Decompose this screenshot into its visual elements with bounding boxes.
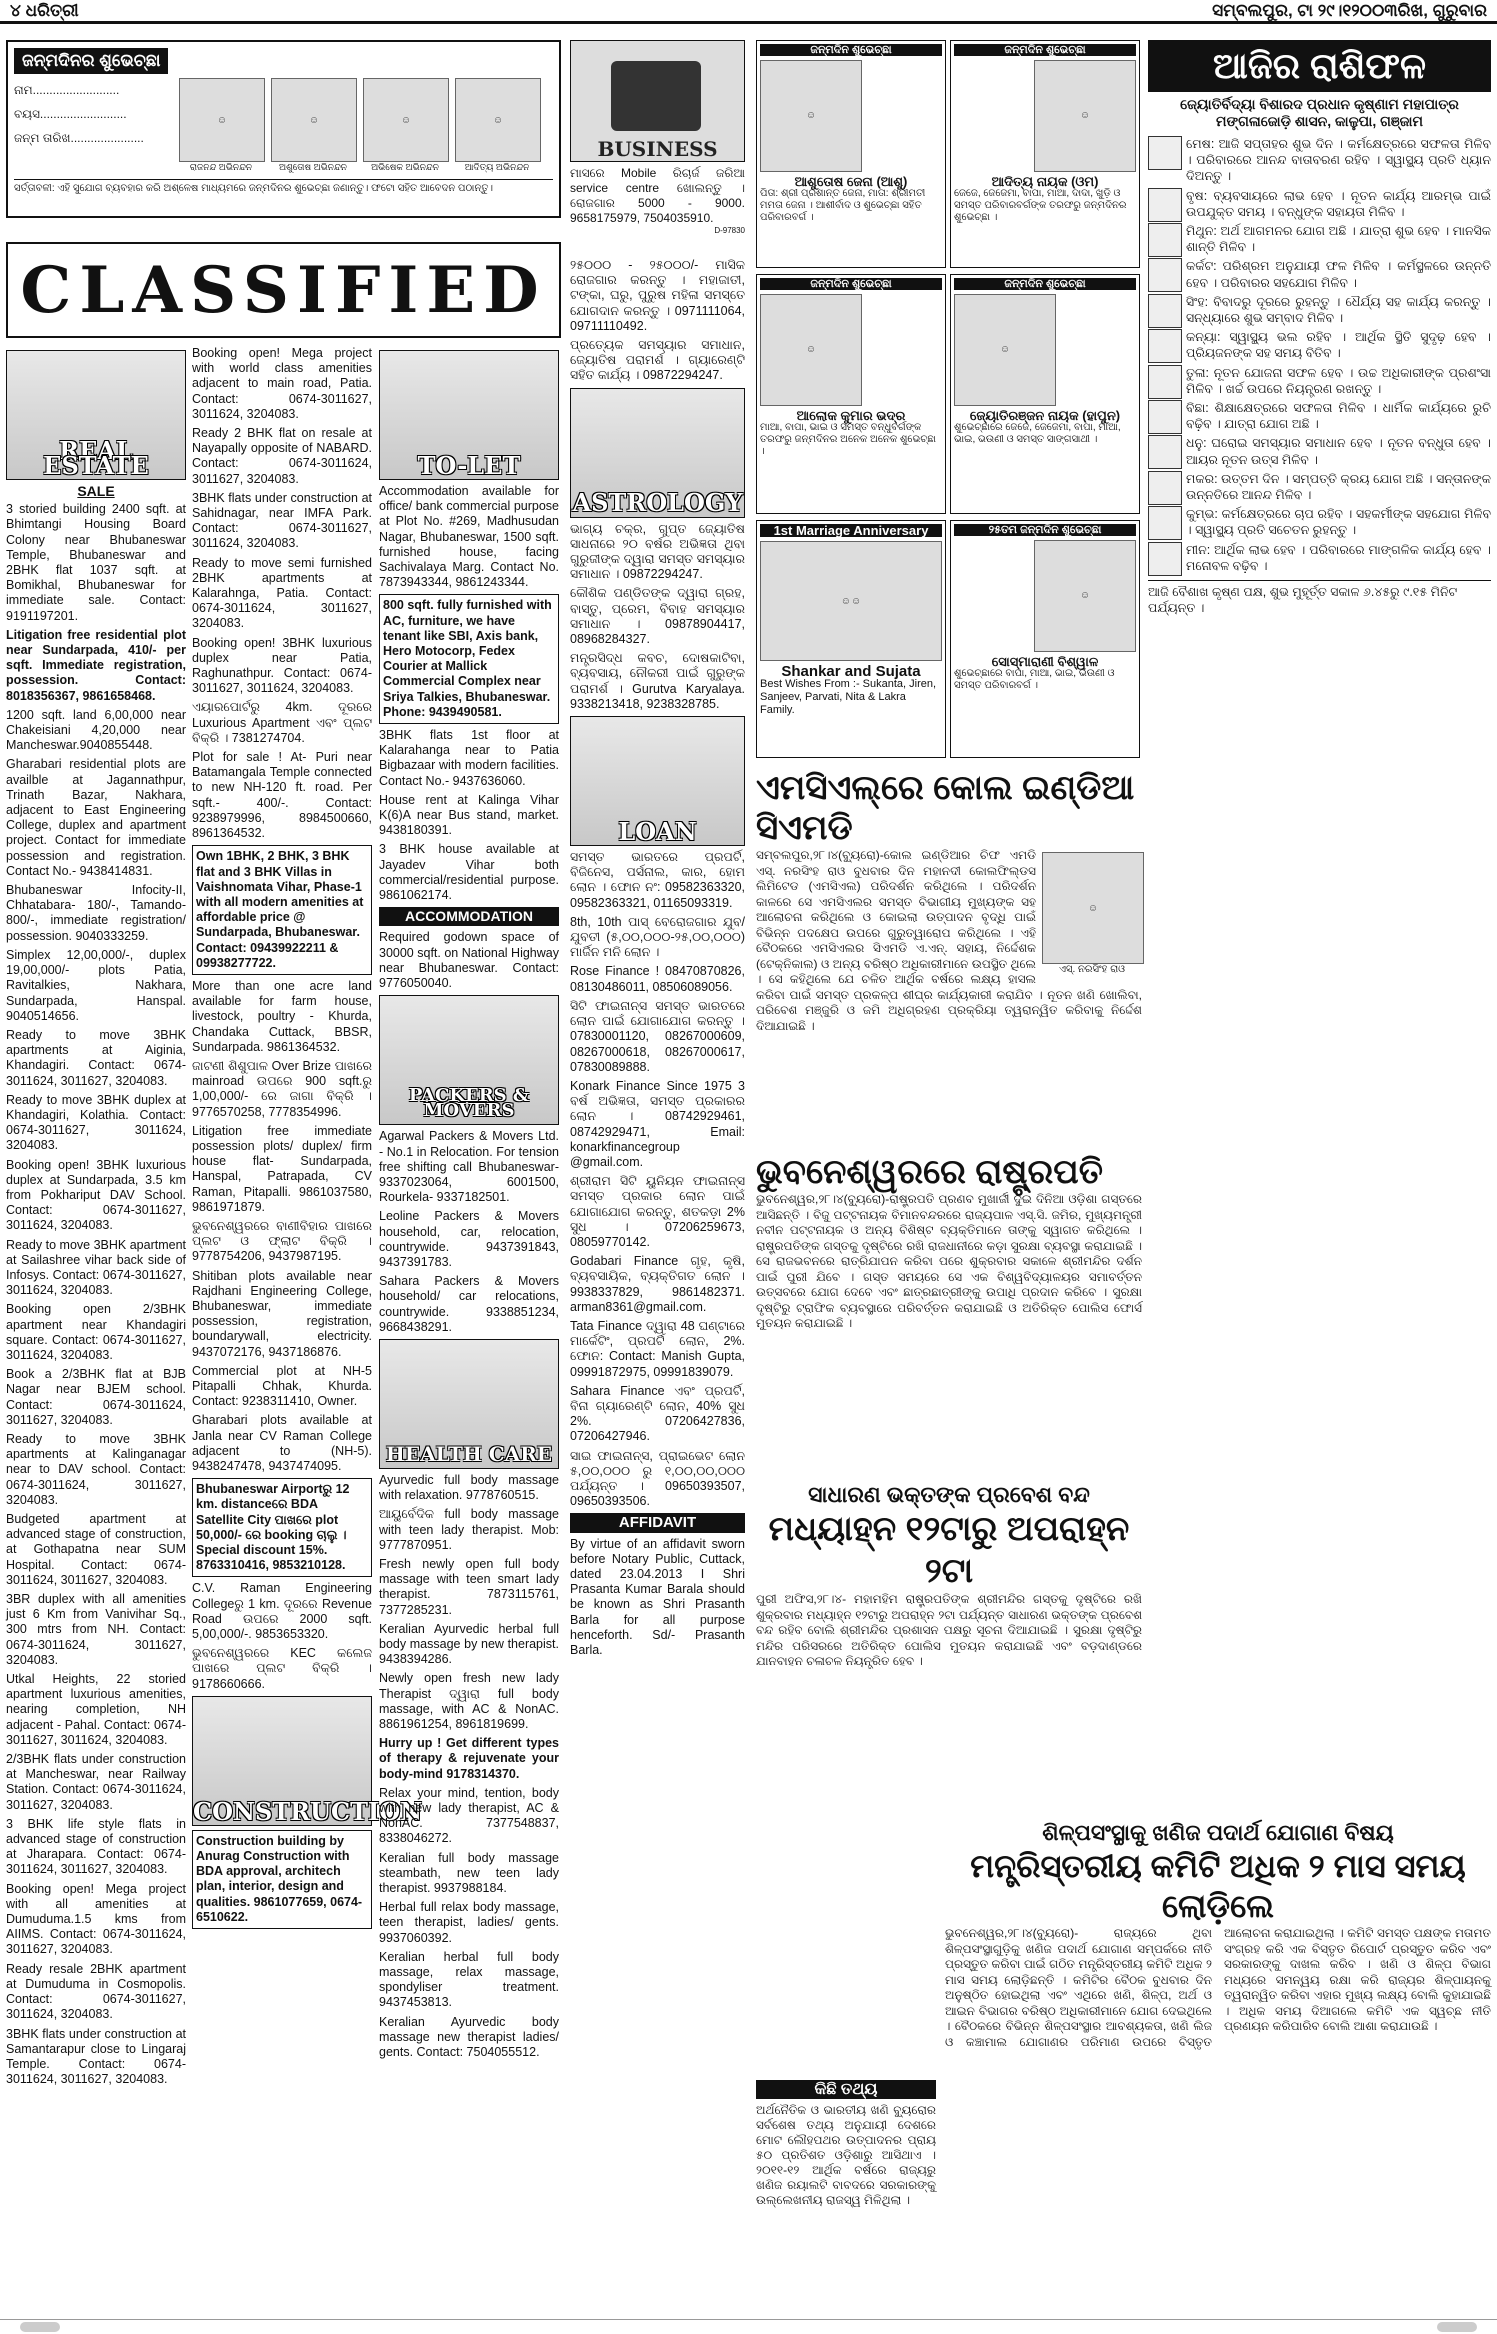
classified-ad: Commercial plot at NH-5 Pitapalli Chhak, Khurda. Contact: 9238311410, Owner. bbox=[192, 1363, 372, 1409]
anniversary-title: 1st Marriage Anniversary bbox=[760, 524, 942, 537]
capricorn-icon bbox=[1148, 471, 1182, 505]
classified-ad: Simplex 12,00,000/-, duplex 19,00,000/- plots Patia, Ravitalkies, Nakhara, Sundarpada, Hanspal. 9040514656. bbox=[6, 947, 186, 1023]
classified-ad: Sahara Finance ଏବଂ ପ୍ରପର୍ଟି, ବିନା ଗ୍ୟାରେଣ୍ଟି ଲୋନ, 40% ସୁଧ 2%. 07206427836, 07206427946. bbox=[570, 1383, 745, 1444]
form-field-name: ନାମ.......................... bbox=[14, 83, 120, 97]
classified-ad: 3 BHK house available at Jayadev Vihar both commercial/residential purpose. 9861062174. bbox=[379, 842, 559, 903]
classified-ad: 3BHK flats under construction at Sahidnagar, near IMFA Park. Contact: 0674-3011627, 3011624, 3204083. bbox=[192, 490, 372, 551]
rashi-text: ବୃଷ: ବ୍ୟବସାୟରେ ଲାଭ ହେବ । ନୂତନ କାର୍ଯ୍ୟ ଆରମ୍ଭ ପାଇଁ ଉପଯୁକ୍ତ ସମୟ । ବନ୍ଧୁଙ୍କ ସହାୟତା ମିଳିବ । bbox=[1186, 188, 1491, 219]
column-astrology-loan bbox=[570, 258, 745, 2321]
pisces-icon bbox=[1148, 542, 1182, 576]
photo-caption: ଏସ୍. ନରସିଂହ ରାଓ bbox=[1058, 964, 1126, 975]
portrait-photo: ☺ bbox=[954, 294, 1056, 406]
rashi-text: ମେଷ: ଆଜି ସପ୍ତାହର ଶୁଭ ଦିନ । କର୍ମକ୍ଷେତ୍ରରେ ସଫଳତା ମିଳିବ । ପରିବାରରେ ଆନନ୍ଦ ବାତାବରଣ ରହିବ । ସ୍ୱାସ୍ଥ୍ୟ ପ୍ରତି ଧ୍ୟାନ ଦିଅନ୍ତୁ । bbox=[1186, 137, 1491, 184]
story-headline: ଏମସିଏଲ୍ରେ କୋଲ ଇଣ୍ଡିଆ ସିଏମଡି bbox=[756, 769, 1135, 847]
facts-heading: କିଛି ତଥ୍ୟ bbox=[756, 2080, 936, 2099]
classified-ad: ଜାଟଣୀ ଶିଶୁପାଳ Over Brize ପାଖରେ mainroad ଉପରେ 900 sqft.ରୁ 1,00,000/- ରେ ଜାଗା ବିକ୍ରି । 9776570258, 7778354996. bbox=[192, 1058, 372, 1119]
greeting-name: ଆଦିତ୍ୟ ନାୟକ (ଓମ) bbox=[991, 174, 1099, 189]
briefcase-icon bbox=[570, 40, 745, 162]
rashi-entry bbox=[1148, 435, 1491, 467]
rashi-entry bbox=[1148, 294, 1491, 326]
rashi-text: କନ୍ୟା: ସ୍ୱାସ୍ଥ୍ୟ ଭଲ ରହିବ । ଆର୍ଥିକ ସ୍ଥିତି ସୁଦୃଢ଼ ହେବ । ପ୍ରିୟଜନଙ୍କ ସହ ସମୟ ବିତିବ । bbox=[1186, 330, 1491, 361]
story-body: ପୁରୀ ଅଫିସ,୨୮।୪- ମହାମହିମ ରାଷ୍ଟ୍ରପତିଙ୍କ ଶ୍ରୀମନ୍ଦିର ଗସ୍ତକୁ ଦୃଷ୍ଟିରେ ରଖି ଶୁକ୍ରବାର ମଧ୍ୟାହ୍ନ ୧୨ଟାରୁ ଅପରାହ୍ନ ୨ଟା ପର୍ଯ୍ୟନ୍ତ ସାଧାରଣ ଭକ୍ତଙ୍କ ପ୍ରବେଶ ବନ୍ଦ ରହିବ ବୋଲି ଶ୍ରୀମନ୍ଦିର ପ୍ରଶାସନ ପକ୍ଷରୁ ସୂଚନା ଦିଆଯାଇଛି । ସୁରକ୍ଷା ଦୃଷ୍ଟିରୁ ମନ୍ଦିର ପରିସରରେ ଅତିରିକ୍ତ ପୋଲିସ ମୁତୟନ କରାଯାଇଛି ଏବଂ ବଡ଼ଦାଣ୍ଡରେ ଯାନବାହନ ଚଳାଚଳ ନିୟନ୍ତ୍ରିତ ହେବ । bbox=[756, 1592, 1142, 1668]
scroll-right-handle[interactable] bbox=[1437, 2322, 1477, 2332]
rashi-entry bbox=[1148, 471, 1491, 503]
child-photo: ☺ bbox=[271, 78, 357, 162]
aries-icon bbox=[1148, 136, 1182, 170]
facts-body: ଅର୍ଥନୈତିକ ଓ ଭାରତୀୟ ଖଣି ବ୍ୟୁରୋର ସର୍ବଶେଷ ତଥ୍ୟ ଅନୁଯାୟୀ ଦେଶରେ ମୋଟ ଲୌହପଥର ଉତ୍ପାଦନର ପ୍ରାୟ ୫୦ ପ୍ରତିଶତ ଓଡ଼ିଶାରୁ ଆସିଥାଏ । ୨୦୧୧-୧୨ ଆର୍ଥିକ ବର୍ଷରେ ରାଜ୍ୟରୁ ଖଣିଜ ରୟାଲଟି ବାବଦରେ ସରକାରଙ୍କୁ ଉଲ୍ଲେଖନୀୟ ରାଜସ୍ୱ ମିଳିଥିଲା । bbox=[756, 2103, 936, 2207]
business-ad bbox=[570, 40, 745, 250]
leo-icon bbox=[1148, 294, 1182, 328]
business-text: ମାସରେ Mobile ରିଚାର୍ଜ ଜରିଆ service centre ଖୋଲନ୍ତୁ । ରୋଜଗାର 5000 - 9000. 9658175979, 7504035910. bbox=[570, 166, 745, 225]
form-field-date: ଜନ୍ମ ତାରିଖ...................... bbox=[14, 131, 144, 145]
taurus-icon bbox=[1148, 188, 1182, 222]
rashi-entry bbox=[1148, 400, 1491, 432]
classified-ad: Ready to move semi furnished 2BHK apartments at Kalarahnga, Patia. Contact: 0674-3011624, 3011627, 3204083. bbox=[192, 555, 372, 631]
boxed-ad: Own 1BHK, 2 BHK, 3 BHK flat and 3 BHK Villas in Vaishnomata Vihar, Phase-1 with all modern amenities at affordable price @ Sundarpada, Bhubaneswar. Contact: 09439922211 & 09938277722. bbox=[192, 845, 372, 975]
greeting-card bbox=[756, 274, 946, 514]
classified-ad: Required godown space of 30000 sqft. on National Highway near Bhubaneswar. Contact: 9776050040. bbox=[379, 930, 559, 991]
rashifal-footer: ଆଜି ବୈଶାଖ କୃଷ୍ଣ ପକ୍ଷ, ଶୁଭ ମୁହୂର୍ତ୍ତ ସକାଳ ୬.୪୫ରୁ ୯.୧୫ ମିନିଟ ପର୍ଯ୍ୟନ୍ତ । bbox=[1148, 580, 1491, 616]
classified-ad: 3BHK flats 1st floor at Kalarahanga near to Patia Bigbazaar with modern facilities. Contact No.- 9437636060. bbox=[379, 728, 559, 788]
greeting-card bbox=[950, 40, 1140, 268]
greeting-text: ମାଆ, ବାପା, ଭାଇ ଓ ସମସ୍ତ ବନ୍ଧୁବର୍ଗଙ୍କ ତରଫରୁ ଜନ୍ମଦିନର ଅନେକ ଅନେକ ଶୁଭେଚ୍ଛା । bbox=[760, 422, 937, 457]
sagittarius-icon bbox=[1148, 435, 1182, 469]
category-label: TO-LET bbox=[417, 450, 521, 480]
classified-ad: Utkal Heights, 22 storied apartment luxurious amenities, nearing completion, NH adjacent - Pahal. Contact: 0674-3011627, 3011624, 3204083. bbox=[6, 1672, 186, 1747]
virgo-icon bbox=[1148, 329, 1182, 363]
story-headline: ଭୁବନେଶ୍ୱରରେ ରାଷ୍ଟ୍ରପତି bbox=[756, 1153, 1103, 1191]
classified-ad: ସାଇ ଫାଇନାନ୍ସ, ପ୍ରାଇଭେଟ ଲୋନ ୫,୦୦,୦୦୦ ରୁ ୧,୦୦,୦୦,୦୦୦ ପର୍ଯ୍ୟନ୍ତ । 09650393507, 09650393506. bbox=[570, 1448, 745, 1509]
greeting-card bbox=[950, 520, 1140, 758]
boxed-ad: Construction building by Anurag Construction with BDA approval, architech plan, interior, design and qualities. 9861077659, 0674-6510622. bbox=[192, 1830, 372, 1929]
classified-ad: Keralian full body massage steambath, new teen lady therapist. 9937988184. bbox=[379, 1850, 559, 1896]
story-headline: ମନ୍ତ୍ରିସ୍ତରୀୟ କମିଟି ଅଧିକ ୨ ମାସ ସମୟ ଲୋଡ଼ିଲେ bbox=[970, 1848, 1466, 1924]
child-photo: ☺ bbox=[455, 78, 541, 162]
classified-ad: Booking open! 3BHK luxurious duplex near Patia, Raghunathpur. Contact: 0674-3011627, 3011624, 3204083. bbox=[192, 635, 372, 696]
classified-ad: Ready to move 3BHK apartments at Kalinganagar near to DAV school. Contact: 0674-3011624, 3011627, 3204083. bbox=[6, 1431, 186, 1507]
child-photo: ☺ bbox=[363, 78, 449, 162]
boxed-ad: 800 sqft. fully furnished with AC, furniture, we have tenant like SBI, Axis bank, Hero Motocorp, Fedex Courier at Mallick Commercial Complex near Sriya Talkies, Bhubaneswar. Phone: 9439490581. bbox=[379, 594, 559, 724]
classified-ad: C.V. Raman Engineering Collegeରୁ 1 km. ଦୂରରେ Revenue Road ଉପରେ 2000 sqft. 5,00,000/-. 9853653320. bbox=[192, 1581, 372, 1642]
greeting-title: ଜନ୍ମଦିନ ଶୁଭେଚ୍ଛା bbox=[760, 278, 942, 290]
aquarius-icon bbox=[1148, 506, 1182, 540]
classified-ad: ଭୁବନେଶ୍ୱରରେ ବାଣୀବିହାର ପାଖରେ ପ୍ଲଟ ଓ ଫ୍ଲାଟ ବିକ୍ରି । 9778754206, 9437987195. bbox=[192, 1218, 372, 1264]
classified-ad: Agarwal Packers & Movers Ltd. - No.1 in Relocation. For tension free shifting call Bhubaneswar- 9337023064, 6001500, Rourkela- 9337182501. bbox=[379, 1129, 559, 1205]
greeting-card bbox=[950, 274, 1140, 514]
birthday-box bbox=[6, 40, 561, 218]
story-body: ସମ୍ବଲପୁର,୨୮।୪(ବ୍ୟୁରୋ)-କୋଲ ଇଣ୍ଡିଆର ଚିଫ ଏମଡି ଏସ୍. ନରସିଂହ ରାଓ ବୁଧବାର ଦିନ ମହାନଦୀ କୋଲଫିଲ୍ଡସ ଲିମିଟେଡ (ଏମସିଏଲ) ପରିଦର୍ଶନ କରିଥିଲେ । ପରିଦର୍ଶନ କାଳରେ ସେ ଏମସିଏଲର ସମସ୍ତ ବିଭାଗୀୟ ମୁଖ୍ୟଙ୍କ ସହ ଆଲୋଚନା କରିଥିଲେ ଓ କୋଇଲା ଉତ୍ପାଦନ ବୃଦ୍ଧି ପାଇଁ ବିଭିନ୍ନ ପଦକ୍ଷେପ ଉପରେ ଗୁରୁତ୍ୱାରୋପ କରିଥିଲେ । ଏହି ବୈଠକରେ ଏମସିଏଲର ସିଏମଡି ଏ.ଏନ୍. ସହାୟ, ନିର୍ଦ୍ଦେଶକ (ଟେକ୍ନିକାଲ) ଓ ଅନ୍ୟ ବରିଷ୍ଠ ଅଧିକାରୀମାନେ ଉପସ୍ଥିତ ଥିଲେ । ସେ କହିଥିଲେ ଯେ ଚଳିତ ଆର୍ଥିକ ବର୍ଷରେ ଲକ୍ଷ୍ୟ ହାସଲ କରିବା ପାଇଁ ସମସ୍ତ ପ୍ରକଳ୍ପ ଶୀଘ୍ର କାର୍ଯ୍ୟକାରୀ କରାଯିବ । ନୂତନ ଖଣି ଖୋଲିବା, ପରିବେଶ ମଞ୍ଜୁରି ଓ ଜମି ଅଧିଗ୍ରହଣ ପ୍ରକ୍ରିୟା ତ୍ୱରାନ୍ୱିତ କରିବାକୁ ନିର୍ଦ୍ଦେଶ ଦିଆଯାଇଛି । bbox=[756, 848, 1142, 1033]
classified-ad: Leoline Packers & Movers household, car, relocation, countrywide. 9437391843, 9437391783. bbox=[379, 1209, 559, 1269]
classified-ad: ଏୟାରପୋର୍ଟରୁ 4km. ଦୂରରେ Luxurious Apartment ଏବଂ ପ୍ଲଟ ବିକ୍ରି । 7381274704. bbox=[192, 700, 372, 745]
classified-ad: Booking open! 3BHK luxurious duplex at Sundarpada, 3.5 km from Pokhariput DAV School. Contact: 0674-3011627, 3011624, 3204083. bbox=[6, 1157, 186, 1233]
classified-ad: 8th, 10th ପାସ୍ ବେରୋଜଗାର ଯୁବ/ ଯୁବତୀ (୫,୦୦,୦୦୦-୨୫,୦୦,୦୦୦) ମାର୍ଜିନ ମନି ଲୋନ । bbox=[570, 914, 745, 960]
boxed-ad: Bhubaneswar Airportରୁ 12 km. distanceରେ BDA Satellite City ପାଖରେ plot 50,000/- ରେ booking ଚାଲୁ । Special discount 15%. 8763310416, 9853210128. bbox=[192, 1478, 372, 1577]
portrait-photo: ☺ bbox=[1034, 60, 1136, 172]
classified-ad: House rent at Kalinga Vihar K(6)A near Bus stand, market. 9438180391. bbox=[379, 792, 559, 838]
classified-ad: Book a 2/3BHK flat at BJB Nagar near BJEM school. Contact: 0674-3011624, 3011627, 3204083. bbox=[6, 1367, 186, 1427]
classified-ad: 3BR duplex with all amenities just 6 Km from Vanivihar Sq., 300 mtrs from NH. Contact: 0674-3011624, 3011627, 3204083. bbox=[6, 1592, 186, 1667]
classified-ad: Keralian herbal full body massage, relax massage, spondyliser treatment. 9437453813. bbox=[379, 1949, 559, 2010]
story-body: ଭୁବନେଶ୍ୱର,୨୮।୪(ବ୍ୟୁରୋ)- ରାଜ୍ୟରେ ଥିବା ଶିଳ୍ପସଂସ୍ଥାଗୁଡ଼ିକୁ ଖଣିଜ ପଦାର୍ଥ ଯୋଗାଣ ସମ୍ପର୍କରେ ନୀତି ପ୍ରସ୍ତୁତ କରିବା ପାଇଁ ଗଠିତ ମନ୍ତ୍ରିସ୍ତରୀୟ କମିଟି ଅଧିକ ୨ ମାସ ସମୟ ଲୋଡ଼ିଛନ୍ତି । କମିଟିର ବୈଠକ ବୁଧବାର ଦିନ ଅନୁଷ୍ଠିତ ହୋଇଥିଲା ଏବଂ ଏଥିରେ ଖଣି, ଶିଳ୍ପ, ଅର୍ଥ ଓ ଆଇନ ବିଭାଗର ବରିଷ୍ଠ ଅଧିକାରୀମାନେ ଯୋଗ ଦେଇଥିଲେ । ବୈଠକରେ ବିଭିନ୍ନ ଶିଳ୍ପସଂସ୍ଥାର ଆବଶ୍ୟକତା, ଖଣି ଲିଜ ଓ କଞ୍ଚାମାଲ ଯୋଗାଣର ପରିମାଣ ଉପରେ ବିସ୍ତୃତ ଆଲୋଚନା କରାଯାଇଥିଲା । କମିଟି ସମସ୍ତ ପକ୍ଷଙ୍କ ମତାମତ ସଂଗ୍ରହ କରି ଏକ ବିସ୍ତୃତ ରିପୋର୍ଟ ପ୍ରସ୍ତୁତ କରିବ ଏବଂ ସରକାରଙ୍କୁ ଦାଖଲ କରିବ । ଖଣି ଓ ଶିଳ୍ପ ବିଭାଗ ମଧ୍ୟରେ ସମନ୍ୱୟ ରକ୍ଷା କରି ରାଜ୍ୟର ଶିଳ୍ପାୟନକୁ ତ୍ୱରାନ୍ୱିତ କରିବା ଏହାର ମୁଖ୍ୟ ଲକ୍ଷ୍ୟ ବୋଲି କୁହାଯାଇଛି । ଅଧିକ ସମୟ ଦିଆଗଲେ କମିଟି ଏକ ସ୍ୱଚ୍ଛ ନୀତି ପ୍ରଣୟନ କରିପାରିବ ବୋଲି ଆଶା କରାଯାଉଛି । bbox=[945, 1926, 1491, 2049]
anniversary-names: Shankar and Sujata bbox=[781, 663, 921, 680]
story-body: ଭୁବନେଶ୍ୱର,୨୮।୪(ବ୍ୟୁରୋ)-ରାଷ୍ଟ୍ରପତି ପ୍ରଣବ ମୁଖାର୍ଜୀ ଦୁଇ ଦିନିଆ ଓଡ଼ିଶା ଗସ୍ତରେ ଆସିଛନ୍ତି । ବିଜୁ ପଟ୍ଟନାୟକ ବିମାନବନ୍ଦରରେ ରାଜ୍ୟପାଳ ଏସ୍.ସି. ଜମିର, ମୁଖ୍ୟମନ୍ତ୍ରୀ ନବୀନ ପଟ୍ଟନାୟକ ଓ ଅନ୍ୟ ବିଶିଷ୍ଟ ବ୍ୟକ୍ତିମାନେ ତାଙ୍କୁ ସ୍ୱାଗତ କରିଥିଲେ । ରାଷ୍ଟ୍ରପତିଙ୍କ ଗସ୍ତକୁ ଦୃଷ୍ଟିରେ ରଖି ରାଜଧାନୀରେ କଡ଼ା ସୁରକ୍ଷା ବ୍ୟବସ୍ଥା କରାଯାଇଛି । ସେ ରାଜଭବନରେ ରାତ୍ରିଯାପନ କରିବା ପରେ ଶୁକ୍ରବାର ସକାଳେ ଶ୍ରୀମନ୍ଦିର ଦର୍ଶନ ପାଇଁ ପୁରୀ ଯିବେ । ଗସ୍ତ ସମୟରେ ସେ ଏକ ବିଶ୍ୱବିଦ୍ୟାଳୟର ସମାବର୍ତ୍ତନ ଉତ୍ସବରେ ଯୋଗ ଦେବେ ଏବଂ ଛାତ୍ରଛାତ୍ରୀଙ୍କୁ ଉପାଧି ପ୍ରଦାନ କରିବେ । ସୁରକ୍ଷା ଦୃଷ୍ଟିରୁ ଟ୍ରାଫିକ ବ୍ୟବସ୍ଥାରେ ପରିବର୍ତ୍ତନ କରାଯାଇଛି ଓ ଅତିରିକ୍ତ ପୋଲିସ ଫୋର୍ସ ମୁତୟନ କରାଯାଇଛି । bbox=[756, 1192, 1142, 1330]
story-president bbox=[756, 1152, 1142, 1482]
classified-ad: କୌଶିକ ପଣ୍ଡିତଙ୍କ ଦ୍ୱାରା ଗ୍ରହ, ବାସ୍ତୁ, ପ୍ରେମ, ବିବାହ ସମସ୍ୟାର ସମାଧାନ । 09878904417, 08968284327. bbox=[570, 586, 745, 647]
couple-photo: ☺☺ bbox=[760, 541, 942, 661]
classified-ad: Konark Finance Since 1975 3 ବର୍ଷ ଅଭିଜ୍ଞତା, ସମସ୍ତ ପ୍ରକାରର ଲୋନ । 08742929461, 08742929471, Email: konarkfinancegroup @gmail.com. bbox=[570, 1078, 745, 1169]
classified-ad: ମନ୍ତ୍ରସିଦ୍ଧ କବଚ, ଦୋଷକାଟିବା, ବ୍ୟବସାୟ, ନୌକରୀ ପାଇଁ ଗୁରୁଙ୍କ ପରାମର୍ଶ । Gurutva Karyalaya. 9338213418, 9238328785. bbox=[570, 651, 745, 711]
classified-ad: Accommodation available for office/ bank commercial purpose at Plot No. #269, Madhusudan Nagar, Bhubaneswar, 1500 sqft. furnished house, facing Sachivalaya Marg. Contact No. 7873943344, 9861243344. bbox=[379, 484, 559, 590]
story-puri bbox=[756, 1482, 1491, 1832]
classified-ad: Relax your mind, tention, body with new lady therapist, AC & NonAC. 7377548837, 8338046272. bbox=[379, 1785, 559, 1846]
classified-ad: Ready resale 2BHK apartment at Dumuduma in Cosmopolis. Contact: 0674-3011627, 3011624, 3204083. bbox=[6, 1961, 186, 2022]
classified-ad: Fresh newly open full body massage with teen smart lady therapist. 7873115761, 7377285231. bbox=[379, 1556, 559, 1617]
rashi-entry bbox=[1148, 188, 1491, 220]
classified-ad: Booking open 2/3BHK apartment near Khandagiri square. Contact: 0674-3011627, 3011624, 3204083. bbox=[6, 1302, 186, 1362]
scrollbar[interactable] bbox=[0, 2319, 1497, 2334]
portrait-photo: ☺ bbox=[1042, 852, 1144, 964]
page-header bbox=[0, 0, 1497, 24]
classified-ad: ୨୫୦୦୦ - ୨୫୦୦୦/- ମାସିକ ରୋଜଗାର କରନ୍ତୁ । ମହାଜାତୀ, ଟଙ୍କା, ଘରୁ, ପୁରୁଷ ମହିଳା ସମସ୍ତେ ଯୋଗଦାନ କରନ୍ତୁ । 0971111064, 09711110492. bbox=[570, 258, 745, 333]
rashi-entry bbox=[1148, 542, 1491, 574]
classified-ad: 3 storied building 2400 sqft. at Bhimtangi Housing Board Colony near Bhubaneswar Temple, Bhubaneswar and 2BHK flat 1037 sqft. at Bomikhal, Bhubaneswar for immediate sale. Contact: 9191197201. bbox=[6, 502, 186, 623]
classified-ad: 3BHK flats under construction at Samantarapur close to Lingaraj Temple. Contact: 0674-3011624, 3011627, 3204083. bbox=[6, 2026, 186, 2087]
greeting-card bbox=[756, 40, 946, 268]
classified-ad: 1200 sqft. land 6,00,000 near Chakeisiani 4,20,000 near Mancheswar.9040855448. bbox=[6, 707, 186, 753]
portrait-photo: ☺ bbox=[760, 294, 862, 406]
classified-ad: Newly open fresh new lady Therapist ଦ୍ୱାରା full body massage, with AC & NonAC. 8861961254, 8961819699. bbox=[379, 1671, 559, 1731]
rashi-text: ମୀନ: ଆର୍ଥିକ ଲାଭ ହେବ । ପରିବାରରେ ମାଙ୍ଗଳିକ କାର୍ଯ୍ୟ ହେବ । ମନୋବଳ ବଢ଼ିବ । bbox=[1186, 542, 1491, 573]
category-label: LOAN bbox=[618, 816, 697, 846]
greeting-title: ଜନ୍ମଦିନ ଶୁଭେଚ୍ଛା bbox=[954, 44, 1136, 56]
cancer-icon bbox=[1148, 258, 1182, 292]
rashifal-subtitle: ଜ୍ୟୋତିର୍ବିଦ୍ୟା ବିଶାରଦ ପ୍ରଧାନ କୃଷ୍ଣାମ ମହାପାତ୍ର bbox=[1180, 96, 1459, 112]
story-headline: ମଧ୍ୟାହ୍ନ ୧୨ଟାରୁ ଅପରାହ୍ନ ୨ଟା bbox=[768, 1510, 1130, 1590]
greeting-text: ଶୁଭେଚ୍ଛାରେ ଜେଜେ, ଜେଜେମା, ବାପା, ମାଆ, ଭାଇ, ଭଉଣୀ ଓ ସମସ୍ତ ସାଙ୍ଗସାଥୀ । bbox=[954, 422, 1121, 445]
classified-ad: Ready 2 BHK flat on resale at Nayapally opposite of NABARD. Contact: 0674-3011624, 3011627, 3204083. bbox=[192, 426, 372, 486]
dateline: ସମ୍ବଲପୁର, ଟା ୨୯।୧୨୦୦୩ରିଖ, ଗୁରୁବାର bbox=[1212, 0, 1487, 20]
classified-ad: Bhubaneswar Infocity-II, Chhatabara- 180/-, Tamando- 800/-, immediate registration/ possession. 9040333259. bbox=[6, 883, 186, 943]
form-field-age: ବୟସ.......................... bbox=[14, 107, 127, 121]
rashi-entry bbox=[1148, 136, 1491, 185]
rashi-text: ଧନୁ: ଘରୋଇ ସମସ୍ୟାର ସମାଧାନ ହେବ । ନୂତନ ବନ୍ଧୁତା ହେବ । ଆୟର ନୂତନ ଉତ୍ସ ମିଳିବ । bbox=[1186, 436, 1491, 467]
classified-ad: ଭୁବନେଶ୍ୱରରେ KEC କଲେଜ ପାଖରେ ପ୍ଲଟ ବିକ୍ରି । 9178660666. bbox=[192, 1646, 372, 1691]
ad-code: D-97830 bbox=[714, 226, 745, 235]
greeting-name: ଜ୍ୟୋତିରଞ୍ଜନ ନାୟକ (ହାପୁନ) bbox=[969, 408, 1121, 423]
story-mineral bbox=[945, 1820, 1491, 2320]
birthday-title: ଜନ୍ମଦିନର ଶୁଭେଚ୍ଛା bbox=[14, 48, 168, 74]
classified-ad: Herbal full relax body massage, teen therapist, ladies/ gents. 9937060392. bbox=[379, 1900, 559, 1945]
child-photo: ☺ bbox=[179, 78, 265, 162]
rashi-text: ବିଛା: ଶିକ୍ଷାକ୍ଷେତ୍ରରେ ସଫଳତା ମିଳିବ । ଧାର୍ମିକ କାର୍ଯ୍ୟରେ ରୁଚି ବଢ଼ିବ । ଯାତ୍ରା ଯୋଗ ଅଛି । bbox=[1186, 401, 1491, 432]
column-real-estate bbox=[6, 346, 186, 2321]
classified-ad: 3 BHK life style flats in advanced stage of construction at Jharapara. Contact: 0674-3011624, 3011627, 3204083. bbox=[6, 1816, 186, 1877]
classified-ad: Ready to move 3BHK apartments at Aiginia, Khandagiri. Contact: 0674-3011624, 3011627, 3204083. bbox=[6, 1027, 186, 1088]
category-label: HEALTH CARE bbox=[385, 1441, 553, 1466]
rashi-entry bbox=[1148, 258, 1491, 290]
column-to-let bbox=[379, 346, 559, 2321]
classified-ad: ଭାଗ୍ୟ ଚକ୍ର, ଗୁପ୍ତ ଜ୍ୟୋତିଷ ସାଧନାରେ ୨୦ ବର୍ଷର ଅଭିଜ୍ଞତା ଥିବା ଗୁରୁଜୀଙ୍କ ଦ୍ୱାରା ସମସ୍ତ ସମସ୍ୟାର ସମାଧାନ । 09872294247. bbox=[570, 521, 745, 582]
accommodation-heading: ACCOMMODATION bbox=[379, 907, 559, 926]
rashi-entry bbox=[1148, 223, 1491, 255]
classified-ad: Plot for sale ! At- Puri near Batamangala Temple connected to new NH-120 ft. road. Per sqft.- 400/-. Contact: 9238979996, 8984500660, 8961364532. bbox=[192, 750, 372, 841]
greeting-title: ଜନ୍ମଦିନ ଶୁଭେଚ୍ଛା bbox=[760, 44, 942, 56]
category-label: PACKERS & MOVERS bbox=[408, 1084, 530, 1122]
classified-ad: Ready to move 3BHK apartment at Sailashree vihar back side of Infosys. Contact: 0674-3011627, 3011624, 3204083. bbox=[6, 1237, 186, 1298]
birthday-note: ସର୍ତ୍ତାବଳୀ: ଏହି ସୁଯୋଗ ବ୍ୟବହାର କରି ଅଶ୍ଳେଷ ମାଧ୍ୟମରେ ଜନ୍ମଦିନର ଶୁଭେଚ୍ଛା ଜଣାନ୍ତୁ। ଫଟୋ ସହିତ ଆବେଦନ ପଠାନ୍ତୁ। bbox=[14, 179, 553, 195]
page-number: ୪ ଧରିତ୍ରୀ bbox=[10, 0, 79, 20]
greeting-text: ଶୁଭେଚ୍ଛାରେ ବାପା, ମାଆ, ଭାଇ, ଭଉଣୀ ଓ ସମସ୍ତ ପରିବାରବର୍ଗ । bbox=[954, 668, 1115, 691]
rashi-text: ମିଥୁନ: ଅର୍ଥ ଆଗମନର ଯୋଗ ଅଛି । ଯାତ୍ରା ଶୁଭ ହେବ । ମାନସିକ ଶାନ୍ତି ମିଳିବ । bbox=[1186, 224, 1491, 255]
rashifal-subtitle: ମଙ୍ଗଳାଜୋଡ଼ି ଶାସନ, କାଳୁପା, ଗଞ୍ଜାମ bbox=[1216, 113, 1423, 129]
anniversary-text: Best Wishes From :- Sukanta, Jiren, Sanjeev, Parvati, Nita & Lakra Family. bbox=[760, 678, 937, 716]
rashi-entry bbox=[1148, 506, 1491, 538]
classified-ad: Keralian Ayurvedic herbal full body massage by new therapist. 9438394286. bbox=[379, 1621, 559, 1667]
scorpio-icon bbox=[1148, 400, 1182, 434]
category-image-real-estate bbox=[6, 350, 186, 480]
greeting-text: ପିତା: ଶ୍ରୀ ପ୍ରଶାନ୍ତ ଜେନା, ମାତା: ଶ୍ରୀମତୀ ମମତା ଜେନା । ଆଶୀର୍ବାଦ ଓ ଶୁଭେଚ୍ଛା ସହିତ ପରିବାରବର୍ଗ । bbox=[760, 188, 926, 223]
category-image-astrology bbox=[570, 388, 745, 518]
category-image-packers bbox=[379, 995, 559, 1125]
category-label: REAL ESTATE bbox=[43, 435, 149, 480]
affidavit-text: By virtue of an affidavit sworn before Notary Public, Cuttack, dated 23.04.2013 I Shri Prasanta Kumar Barala should be known as Shri Prasanth Barla for all purpose henceforth. Sd/- Prasanth Barla. bbox=[570, 1536, 745, 1658]
classified-ad: 2/3BHK flats under construction at Mancheswar, near Railway Station. Contact: 0674-3011624, 3011627, 3204083. bbox=[6, 1752, 186, 1812]
classified-ad: Gharabari plots available at Janla near CV Raman College adjacent to (NH-5). 9438247478, 9437474095. bbox=[192, 1413, 372, 1474]
greeting-name: ଆଶୁତୋଷ ଜେନା (ଆଶୁ) bbox=[794, 174, 908, 189]
anniversary-card bbox=[756, 520, 946, 758]
greeting-text: ଜେଜେ, ଜେଜେମା, ବାପା, ମାଆ, ଦାଦା, ଖୁଡ଼ି ଓ ସମସ୍ତ ପରିବାରବର୍ଗଙ୍କ ତରଫରୁ ଜନ୍ମଦିନର ଶୁଭେଚ୍ଛା । bbox=[954, 188, 1127, 223]
portrait-photo: ☺ bbox=[1034, 540, 1136, 652]
photo-caption: ରାଜନନ୍ଦ ଅଭିନନ୍ଦନ bbox=[189, 162, 253, 172]
gemini-icon bbox=[1148, 223, 1182, 257]
rashifal-section bbox=[1148, 40, 1491, 1460]
classified-ad: Godabari Finance ଗୃହ, କୃଷି, ବ୍ୟବସାୟିକ, ବ୍ୟକ୍ତିଗତ ଲୋନ । 9938337829, 9861482371. arman8361@gmail.com. bbox=[570, 1254, 745, 1314]
greeting-name: ଆଲୋକ କୁମାର ଭଦ୍ର bbox=[796, 408, 906, 423]
rashi-text: ସିଂହ: ବିବାଦରୁ ଦୂରରେ ରୁହନ୍ତୁ । ଧୈର୍ଯ୍ୟ ସହ କାର୍ଯ୍ୟ କରନ୍ତୁ । ସନ୍ଧ୍ୟାରେ ଶୁଭ ସମ୍ବାଦ ମିଳିବ । bbox=[1186, 294, 1491, 326]
rashi-text: ମକର: ଉତ୍ତମ ଦିନ । ସମ୍ପତ୍ତି କ୍ରୟ ଯୋଗ ଅଛି । ସନ୍ତାନଙ୍କ ଉନ୍ନତିରେ ଆନନ୍ଦ ମିଳିବ । bbox=[1186, 471, 1491, 503]
classified-title-text: CLASSIFIED bbox=[20, 252, 547, 328]
classified-ad: Ready to move 3BHK duplex at Khandagiri, Kolathia. Contact: 0674-3011627, 3011624, 3204083. bbox=[6, 1092, 186, 1153]
rashi-entry bbox=[1148, 329, 1491, 361]
classified-ad: Budgeted apartment at advanced stage of construction, at Gothapatna near SUM Hospital. Contact: 0674-3011624, 3011627, 3204083. bbox=[6, 1512, 186, 1587]
classified-ad: Litigation free immediate possession plots/ duplex/ firm house flat- Sundarpada, Hanspal, Patrapada, CV Raman, Pitapalli. 9861037580, 9861971879. bbox=[192, 1123, 372, 1214]
category-image-loan bbox=[570, 716, 745, 846]
category-label: CONSTRUCTION bbox=[193, 1796, 423, 1826]
classified-ad: ଆୟୁର୍ବେଦିକ full body massage with teen lady therapist. Mob: 9777870951. bbox=[379, 1507, 559, 1552]
classified-ad: Rose Finance ! 08470870826, 08130486011, 08506089056. bbox=[570, 964, 745, 994]
classified-ad: Sahara Packers & Movers household/ car relocations, countrywide. 9338851234, 9668438291. bbox=[379, 1274, 559, 1334]
sale-heading: SALE bbox=[77, 483, 115, 499]
affidavit-heading: AFFIDAVIT bbox=[570, 1513, 745, 1532]
story-kicker: ଶିଳ୍ପସଂସ୍ଥାକୁ ଖଣିଜ ପଦାର୍ଥ ଯୋଗାଣ ବିଷୟ bbox=[1042, 1820, 1394, 1845]
rashi-text: କର୍କଟ: ପରିଶ୍ରମ ଅନୁଯାୟୀ ଫଳ ମିଳିବ । କର୍ମସ୍ଥଳରେ ଉନ୍ନତି ହେବ । ପରିବାରର ସହଯୋଗ ମିଳିବ । bbox=[1186, 259, 1491, 290]
category-image-health-care bbox=[379, 1339, 559, 1469]
column-property bbox=[192, 346, 423, 2321]
story-kicker: ସାଧାରଣ ଭକ୍ତଙ୍କ ପ୍ରବେଶ ବନ୍ଦ bbox=[808, 1482, 1090, 1507]
photo-caption: ଅଶୁତୋଷ ଅଭିନନ୍ଦନ bbox=[279, 162, 347, 172]
photo-caption: ଅଭିଷେକ ଅଭିନନ୍ଦନ bbox=[371, 162, 439, 172]
scroll-left-handle[interactable] bbox=[20, 2322, 60, 2332]
story-mcl bbox=[756, 768, 1142, 1148]
classified-ad: More than one acre land available for farm house, livestock, poultry - Khurda, Chandaka Cuttack, BBSR, Sundarpada. 9861364532. bbox=[192, 978, 372, 1054]
libra-icon bbox=[1148, 365, 1182, 399]
rashi-entry bbox=[1148, 365, 1491, 397]
classified-ad: ପ୍ରତ୍ୟେକ ସମସ୍ୟାର ସମାଧାନ, ଜ୍ୟୋତିଷ ପରାମର୍ଶ । ଗ୍ୟାରେଣ୍ଟି ସହିତ କାର୍ଯ୍ୟ । 09872294247. bbox=[570, 338, 745, 383]
greeting-name: ସୋସ୍ମାରାଣୀ ବିଶ୍ୱାଳ bbox=[991, 654, 1099, 669]
classified-title bbox=[6, 242, 561, 338]
classified-ad: ଶ୍ରୀରାମ ସିଟି ୟୁନିୟନ ଫାଇନାନ୍ସ ସମସ୍ତ ପ୍ରକାର ଲୋନ ପାଇଁ ଯୋଗାଯୋଗ କରନ୍ତୁ, ଶତକଡ଼ା 2% ସୁଧ । 07206259673, 08059770142. bbox=[570, 1174, 745, 1249]
photo-caption: ଆଦିତ୍ୟ ଅଭିନନ୍ଦନ bbox=[464, 162, 530, 172]
classified-ad: Hurry up ! Get different types of therapy & rejuvenate your body-mind 9178314370. bbox=[379, 1736, 559, 1781]
category-image-to-let bbox=[379, 350, 559, 480]
classified-ad: Booking open! Mega project with world class amenities adjacent to main road, Patia. Contact: 0674-3011627, 3011624, 3204083. bbox=[192, 346, 372, 421]
classified-ad: Litigation free residential plot near Sundarpada, 410/- per sqft. Immediate registration, possession. Contact: 8018356367, 9861658468. bbox=[6, 627, 186, 703]
classified-ad: Gharabari residential plots are availble at Jagannathpur, Trinath Bazar, Nakhara, adjacent to East Engineering College, duplex and apartment project. Contact for immediate possession and registration. Contact No.- 9438414831. bbox=[6, 757, 186, 878]
classified-ad: Booking open! Mega project with all amenities at Dumuduma.1.5 kms from AIIMS. Contact: 0674-3011624, 3011627, 3204083. bbox=[6, 1881, 186, 1957]
classified-ad: ସମସ୍ତ ଭାରତରେ ପ୍ରପର୍ଟି, ବିଜିନେସ, ପର୍ସନାଲ, କାର, ହୋମ ଲୋନ । ଫୋନ ନଂ: 09582363320, 09582363321, 01165093319. bbox=[570, 850, 745, 910]
classified-ad: Ayurvedic full body massage with relaxation. 9778760515. bbox=[379, 1472, 559, 1503]
rashifal-title: ଆଜିର ରାଶିଫଳ bbox=[1148, 40, 1491, 92]
classified-ad: Tata Finance ଦ୍ୱାରା 48 ଘଣ୍ଟାରେ ମାର୍କେଟିଂ, ପ୍ରପର୍ଟି ଲୋନ, 2%. ଫୋନ: Contact: Manish Gupta, 09991872975, 09991839079. bbox=[570, 1318, 745, 1379]
rashi-text: କୁମ୍ଭ: କର୍ମକ୍ଷେତ୍ରରେ ଚାପ ରହିବ । ସହକର୍ମୀଙ୍କ ସହଯୋଗ ମିଳିବ । ସ୍ୱାସ୍ଥ୍ୟ ପ୍ରତି ସଚେତନ ରୁହନ୍ତୁ । bbox=[1186, 507, 1491, 538]
business-label: BUSINESS bbox=[597, 137, 718, 161]
category-image-construction bbox=[192, 1696, 423, 1826]
portrait-photo: ☺ bbox=[760, 60, 862, 172]
classified-ad: Shitiban plots available near Rajdhani Engineering College, Bhubaneswar, immediate possession, registration, boundarywall, electricity. 9437072176, 9437186876. bbox=[192, 1268, 372, 1359]
rashi-text: ତୁଳା: ନୂତନ ଯୋଜନା ସଫଳ ହେବ । ଉଚ୍ଚ ଅଧିକାରୀଙ୍କ ପ୍ରଶଂସା ମିଳିବ । ଖର୍ଚ୍ଚ ଉପରେ ନିୟନ୍ତ୍ରଣ ରଖନ୍ତୁ । bbox=[1186, 365, 1491, 396]
category-label: ASTROLOGY bbox=[572, 488, 743, 518]
greeting-title: ୨୫ତମ ଜନ୍ମଦିନ ଶୁଭେଚ୍ଛା bbox=[954, 524, 1136, 536]
greeting-title: ଜନ୍ମଦିନ ଶୁଭେଚ୍ଛା bbox=[954, 278, 1136, 290]
classified-ad: Keralian Ayurvedic body massage new therapist ladies/ gents. Contact: 7504055512. bbox=[379, 2014, 559, 2060]
facts-box bbox=[756, 2080, 936, 2320]
classified-ad: ସିଟି ଫାଇନାନ୍ସ ସମସ୍ତ ଭାରତରେ ଲୋନ ପାଇଁ ଯୋଗାଯୋଗ କରନ୍ତୁ । 07830001120, 08267000609, 08267000618, 08267000617, 07830089888. bbox=[570, 998, 745, 1074]
